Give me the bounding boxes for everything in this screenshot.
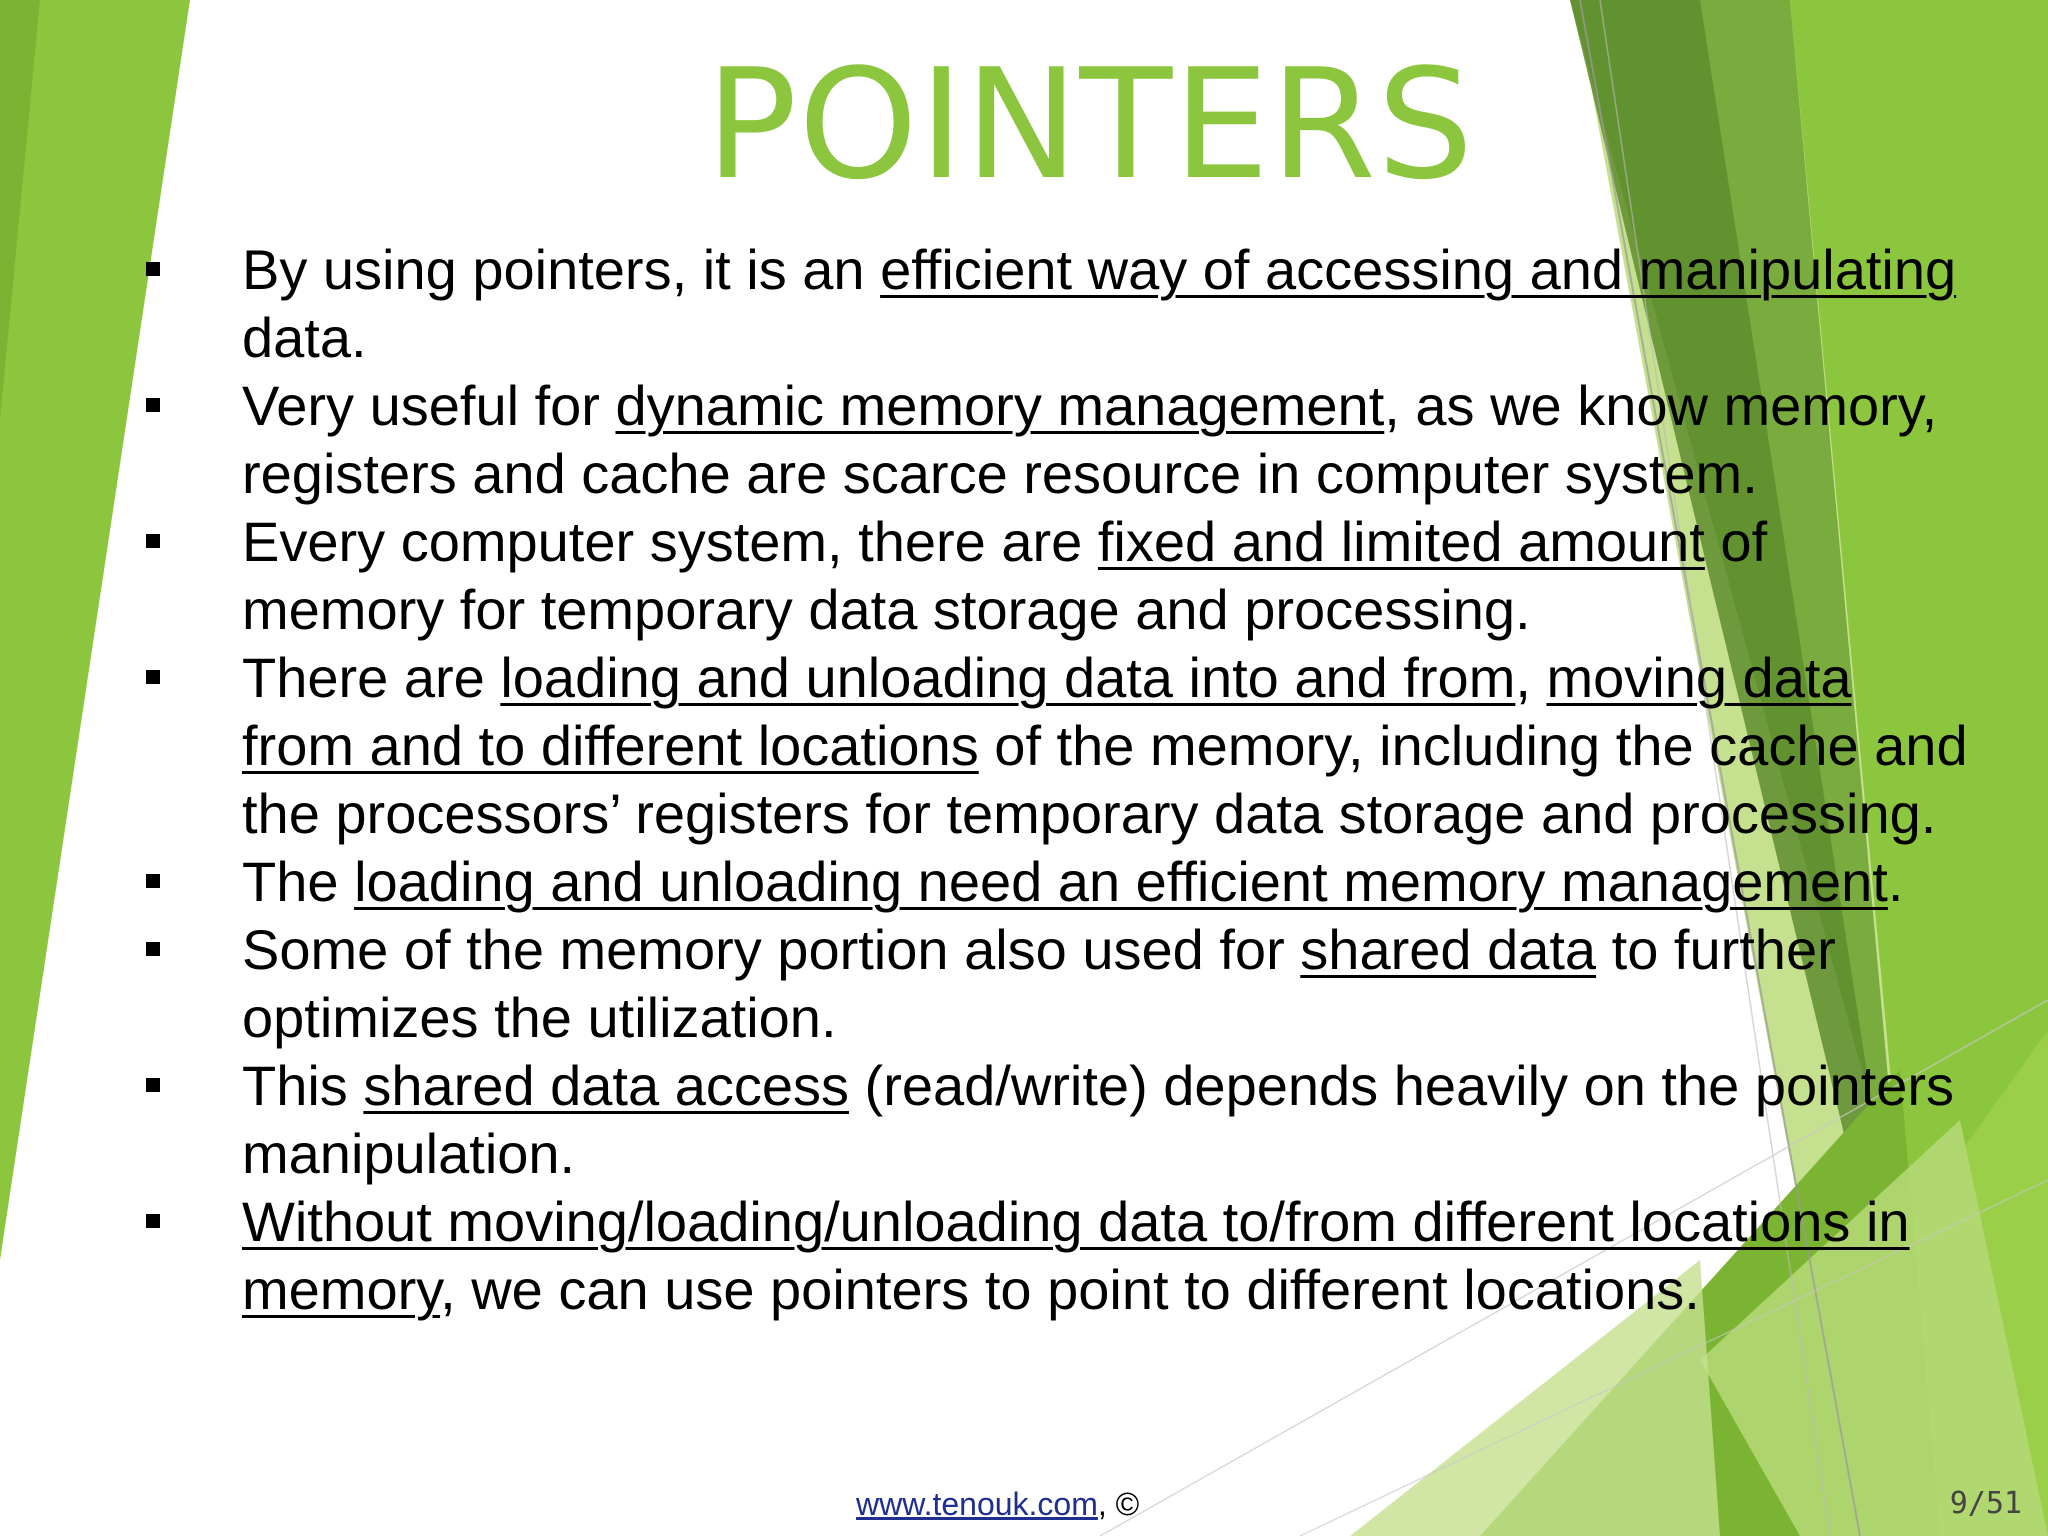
bullet-text: There are (242, 646, 501, 709)
bullet-item (140, 508, 1970, 644)
bullet-text: Some of the memory portion also used for (242, 918, 1301, 981)
bullet-text: This (242, 1054, 364, 1117)
underlined-phrase: dynamic memory management (615, 374, 1385, 437)
bullet-item (140, 1052, 1970, 1188)
bullet-square-icon (146, 534, 160, 548)
bullet-text: data. (242, 306, 367, 369)
bullet-text: The (242, 850, 355, 913)
bullet-item (140, 644, 1970, 848)
underlined-phrase: loading and unloading data into and from (500, 646, 1516, 709)
bullet-square-icon (146, 398, 160, 412)
underlined-phrase: moving data from and to different locations (242, 646, 1852, 777)
bullet-square-icon (146, 1214, 160, 1228)
slide-title: POINTERS (705, 36, 1475, 213)
bullet-text: , as we know memory, registers and cache are scarce resource in computer system. (242, 374, 1938, 505)
bullet-text: Very useful for (242, 374, 616, 437)
bullet-item (140, 916, 1970, 1052)
underlined-phrase: shared data access (363, 1054, 849, 1117)
bullet-text: Every computer system, there are (242, 510, 1098, 573)
bullet-square-icon (146, 670, 160, 684)
bullet-square-icon (146, 874, 160, 888)
underlined-phrase: shared data (1300, 918, 1597, 981)
bullet-text: By using pointers, it is an (242, 238, 881, 301)
underlined-phrase: Without moving/loading/unloading data to/from different locations in memory (242, 1190, 1910, 1321)
bullet-item (140, 848, 1970, 916)
bullet-text: of memory for temporary data storage and processing. (242, 510, 1768, 641)
bullet-item (140, 372, 1970, 508)
bullet-square-icon (146, 1078, 160, 1092)
bullet-text: , we can use pointers to point to different locations. (440, 1258, 1700, 1321)
bullet-square-icon (146, 262, 160, 276)
footer (856, 1484, 1139, 1524)
footer-copyright: , © (1097, 1486, 1140, 1522)
underlined-phrase: loading and unloading need an efficient memory management (354, 850, 1888, 913)
bullet-list (140, 236, 1970, 1324)
page-number: 9/51 (1949, 1486, 2022, 1521)
footer-link[interactable]: www.tenouk.com (856, 1486, 1098, 1522)
underlined-phrase: efficient way of accessing and manipulating (880, 238, 1957, 301)
bullet-square-icon (146, 942, 160, 956)
bullet-text: , (1515, 646, 1547, 709)
bullet-text: to further optimizes the utilization. (242, 918, 1836, 1049)
bullet-item (140, 1188, 1970, 1324)
bullet-text: (read/write) depends heavily on the pointers manipulation. (242, 1054, 1955, 1185)
bullet-text: of the memory, including the cache and the processors’ registers for temporary data storage and processing. (242, 714, 1968, 845)
bullet-text: . (1887, 850, 1904, 913)
bullet-item (140, 236, 1970, 372)
underlined-phrase: fixed and limited amount (1097, 510, 1705, 573)
